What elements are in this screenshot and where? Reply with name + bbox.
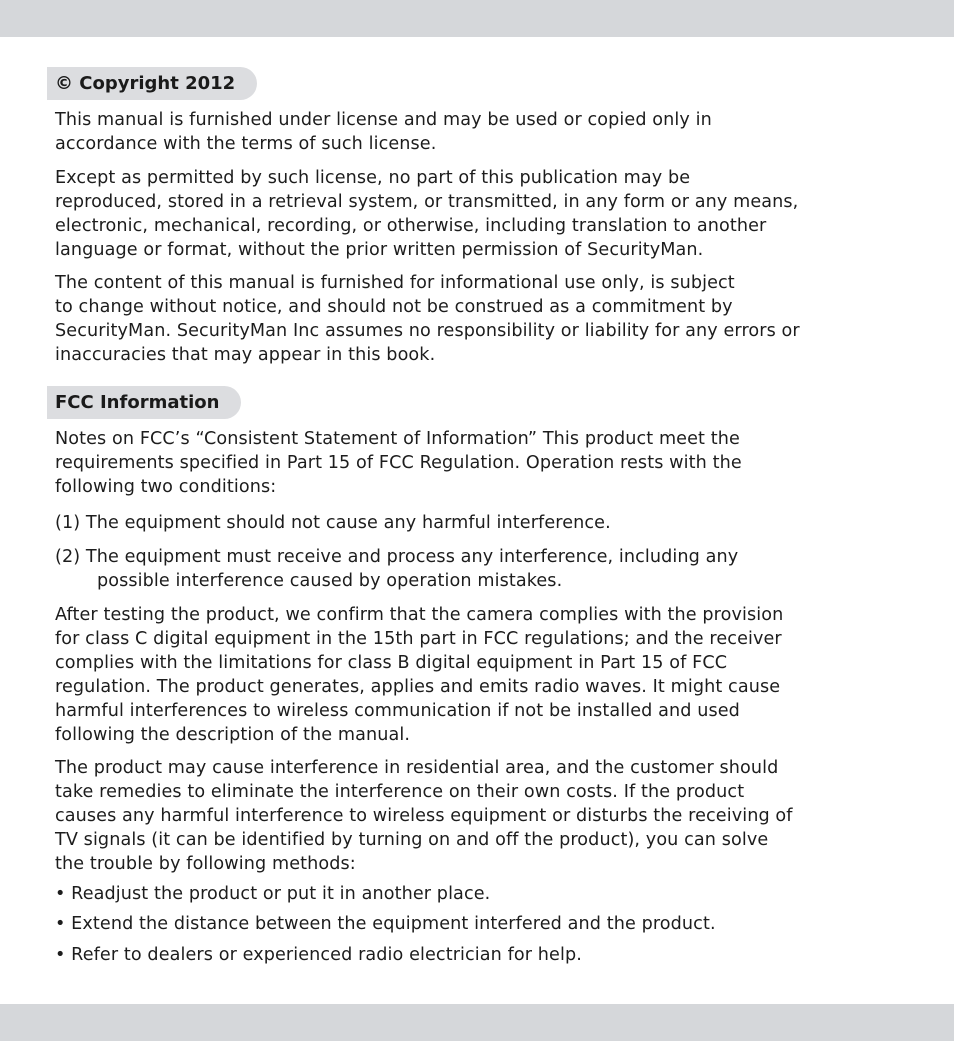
bullet-item (55, 912, 915, 936)
bullet-item (55, 943, 915, 967)
text-line: • Refer to dealers or experienced radio electrician for help. (55, 945, 582, 965)
text-line: complies with the limitations for class B digital equipment in Part 15 of FCC (55, 653, 728, 673)
text-line: This manual is furnished under license and may be used or copied only in (55, 110, 712, 130)
text-line: (2) The equipment must receive and process any interference, including any (55, 547, 739, 567)
text-line: The content of this manual is furnished for informational use only, is subject (55, 273, 735, 293)
text-line: • Extend the distance between the equipment interfered and the product. (55, 914, 716, 934)
text-line: TV signals (it can be identified by turning on and off the product), you can solve (55, 830, 769, 850)
text-line: requirements specified in Part 15 of FCC Regulation. Operation rests with the (55, 453, 742, 473)
text-line: take remedies to eliminate the interference on their own costs. If the product (55, 782, 745, 802)
interference-paragraph (55, 756, 915, 876)
bullet-item (55, 882, 915, 906)
condition-2 (55, 545, 915, 593)
text-line: After testing the product, we confirm that the camera complies with the provision (55, 605, 784, 625)
license-paragraph (55, 108, 915, 156)
condition-1 (55, 511, 915, 535)
copyright-heading: © Copyright 2012 (47, 67, 257, 100)
text-line: reproduced, stored in a retrieval system, or transmitted, in any form or any means, (55, 192, 799, 212)
text-line: electronic, mechanical, recording, or otherwise, including translation to another (55, 216, 767, 236)
text-line: regulation. The product generates, applies and emits radio waves. It might cause (55, 677, 781, 697)
text-line: following the description of the manual. (55, 725, 411, 745)
fcc-heading: FCC Information (47, 386, 241, 419)
text-line: inaccuracies that may appear in this book. (55, 345, 436, 365)
text-line: accordance with the terms of such license. (55, 134, 437, 154)
header-band (0, 0, 954, 37)
text-line: for class C digital equipment in the 15th part in FCC regulations; and the receiver (55, 629, 782, 649)
text-line: possible interference caused by operation mistakes. (97, 571, 563, 591)
text-line: SecurityMan. SecurityMan Inc assumes no responsibility or liability for any errors or (55, 321, 800, 341)
fcc-intro-paragraph (55, 427, 915, 499)
text-line: the trouble by following methods: (55, 854, 356, 874)
text-line: • Readjust the product or put it in another place. (55, 884, 491, 904)
text-line: language or format, without the prior written permission of SecurityMan. (55, 240, 704, 260)
text-line: causes any harmful interference to wireless equipment or disturbs the receiving of (55, 806, 793, 826)
text-line: (1) The equipment should not cause any harmful interference. (55, 513, 611, 533)
text-line: The product may cause interference in residential area, and the customer should (55, 758, 779, 778)
text-line: following two conditions: (55, 477, 277, 497)
disclaimer-paragraph (55, 271, 915, 367)
testing-paragraph (55, 603, 915, 747)
permission-paragraph (55, 166, 915, 262)
text-line: Notes on FCC’s “Consistent Statement of Information” This product meet the (55, 429, 740, 449)
text-line: Except as permitted by such license, no part of this publication may be (55, 168, 691, 188)
footer-band (0, 1004, 954, 1041)
text-line: harmful interferences to wireless communication if not be installed and used (55, 701, 740, 721)
text-line: to change without notice, and should not be construed as a commitment by (55, 297, 733, 317)
